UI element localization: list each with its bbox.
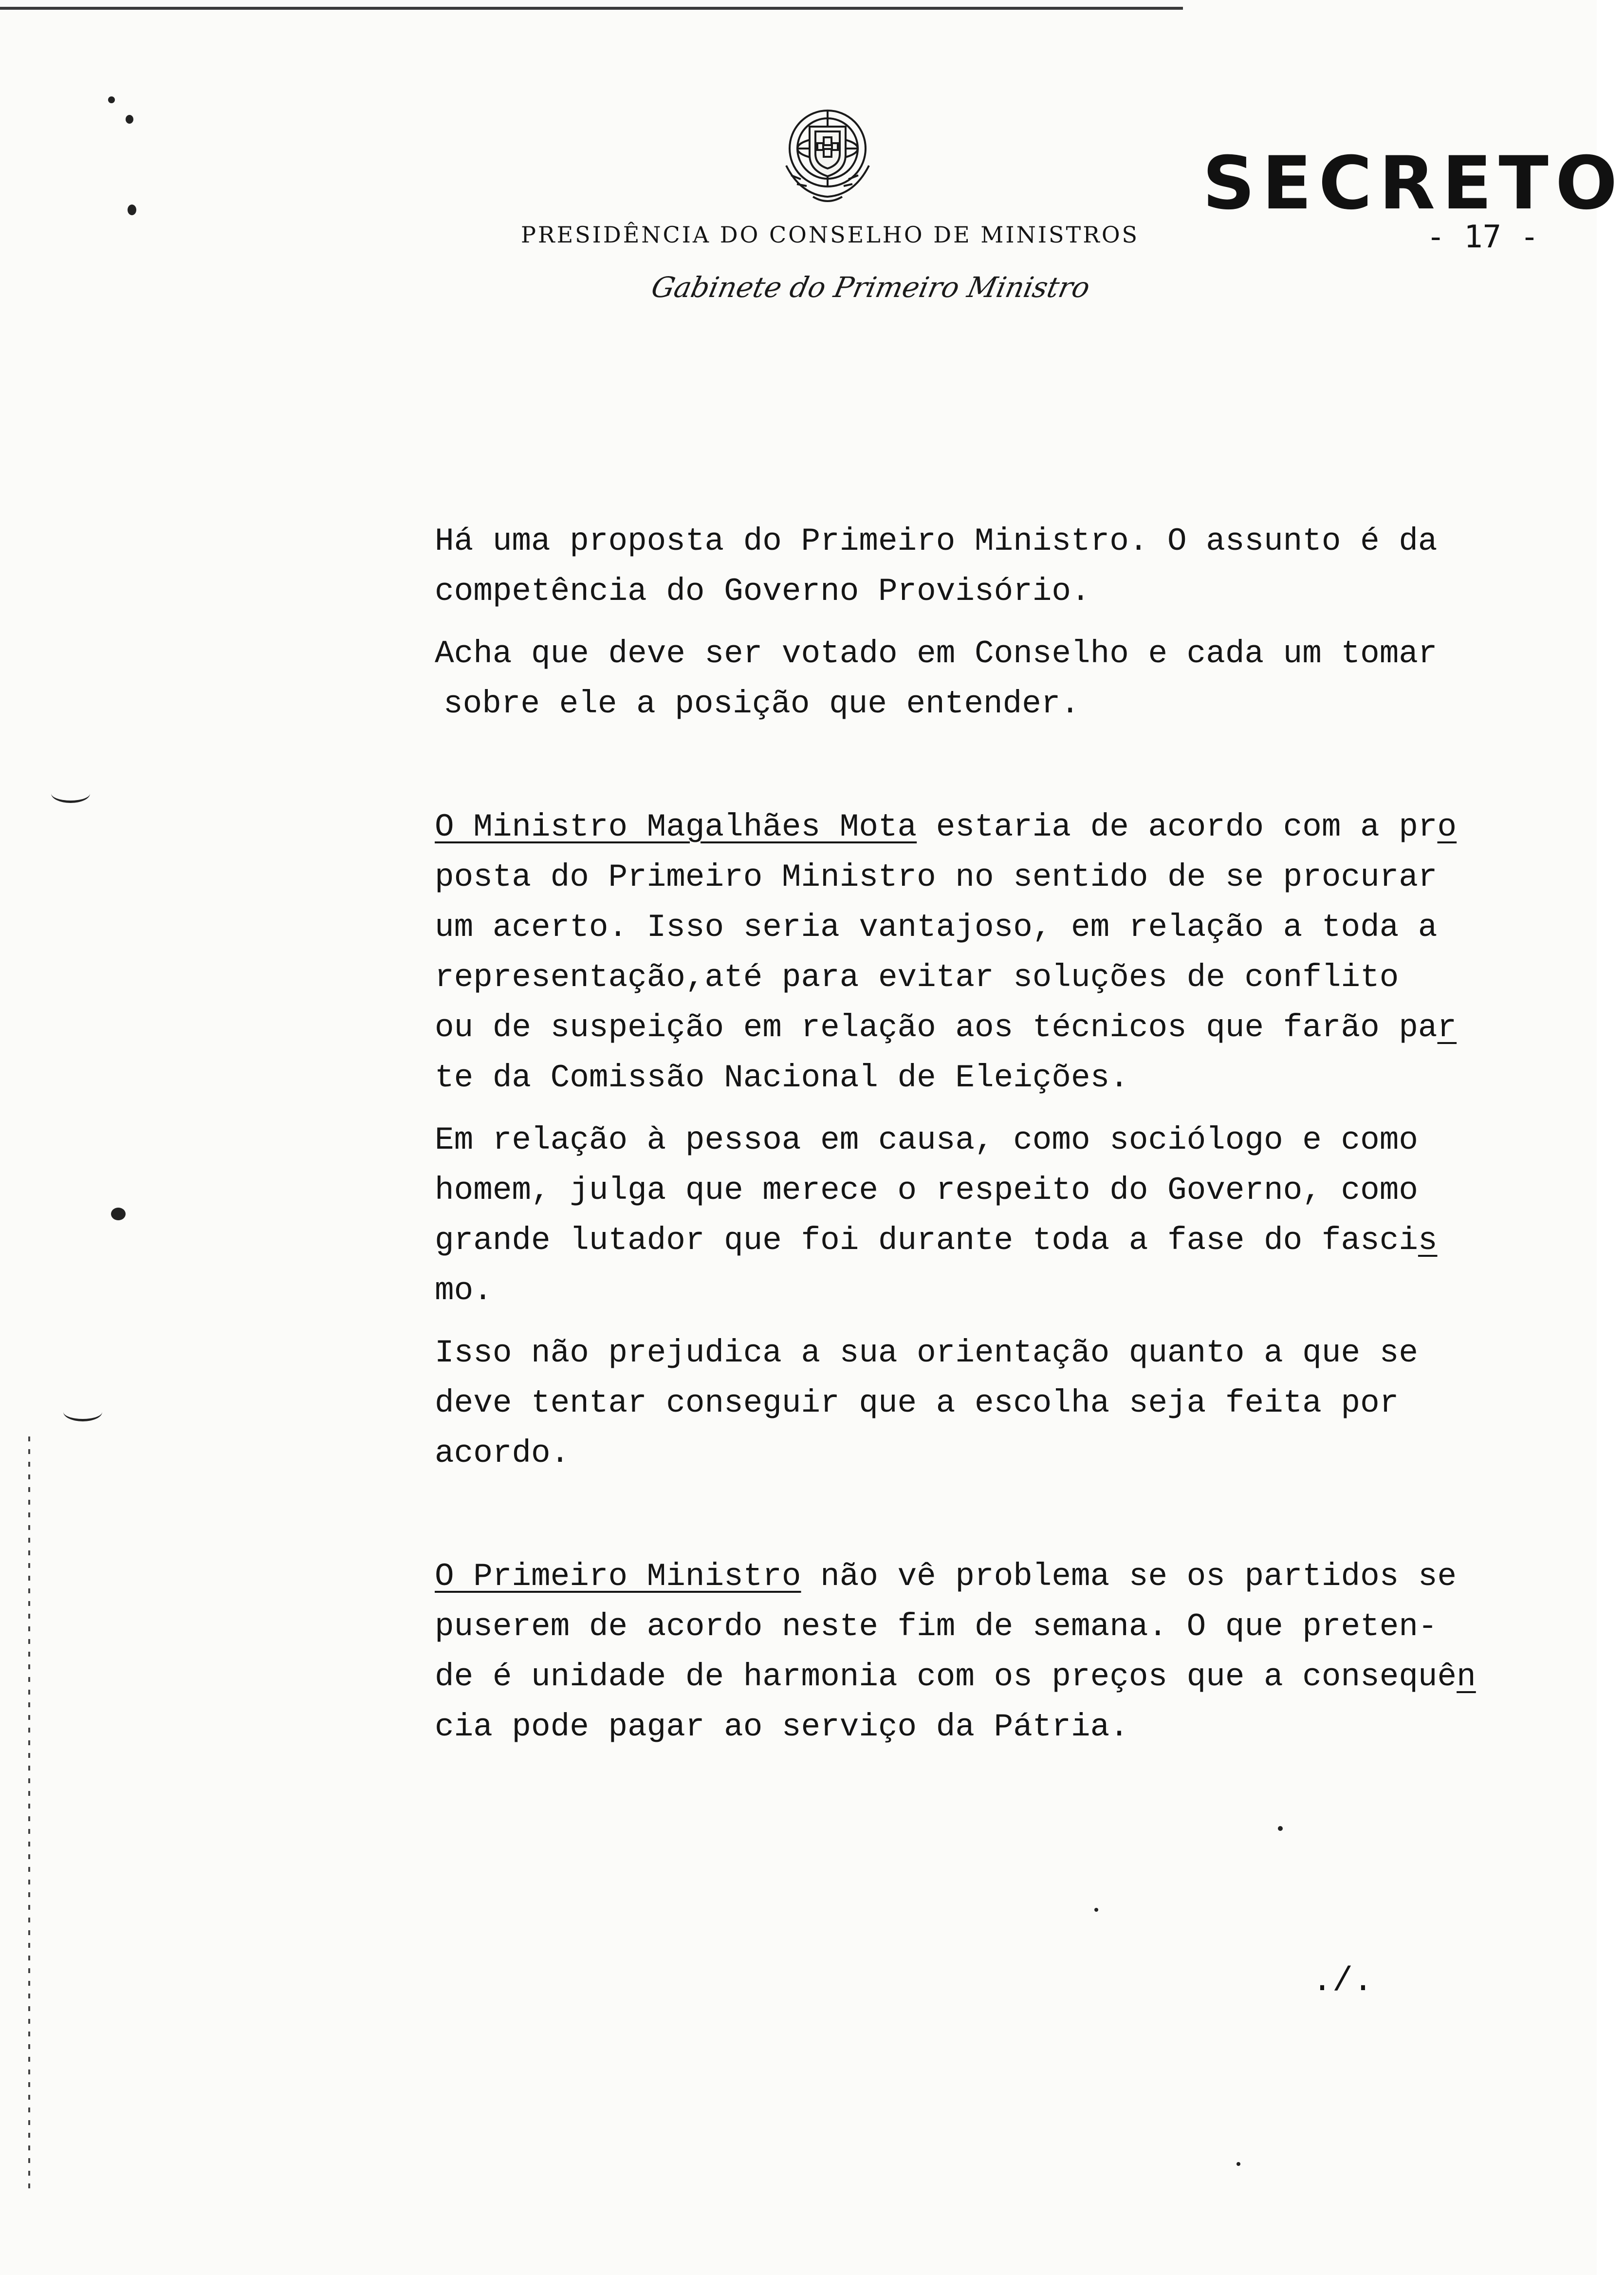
- text-line: te da Comissão Nacional de Eleições.: [435, 1060, 1129, 1096]
- hole-punch-speck: [111, 1208, 126, 1220]
- hole-punch-speck: [128, 205, 136, 215]
- paragraph: [435, 1328, 1535, 1478]
- text-line: posta do Primeiro Ministro no sentido de se procurar: [435, 859, 1438, 895]
- hole-punch-speck: [126, 115, 133, 124]
- text-line: sobre ele a posição que entender.: [443, 686, 1080, 722]
- margin-mark: [51, 784, 90, 803]
- speck: [1236, 2162, 1240, 2166]
- text-line: Em relação à pessoa em causa, como sociólogo e como: [435, 1122, 1418, 1158]
- text-line: de é unidade de harmonia com os preços que a consequên: [435, 1659, 1476, 1695]
- speaker-name: O Primeiro Ministro: [435, 1558, 801, 1595]
- text-line: acordo.: [435, 1435, 570, 1472]
- text-line: competência do Governo Provisório.: [435, 573, 1090, 610]
- coat-of-arms-emblem-icon: [772, 93, 884, 209]
- document-body: [435, 516, 1535, 1752]
- text-line: homem, julga que merece o respeito do Governo, como: [435, 1172, 1418, 1209]
- text-line: O Ministro Magalhães Mota estaria de acordo com a pro: [435, 809, 1457, 845]
- text-line: cia pode pagar ao serviço da Pátria.: [435, 1709, 1129, 1745]
- paragraph: [435, 1551, 1535, 1752]
- margin-mark: [63, 1402, 102, 1421]
- paragraph: [435, 802, 1535, 1103]
- cabinet-script-logo: [648, 263, 1093, 317]
- speck: [1278, 1826, 1283, 1831]
- paragraph: [435, 1115, 1535, 1316]
- text-line: Acha que deve ser votado em Conselho e cada um tomar: [435, 635, 1438, 672]
- text-line: ou de suspeição em relação aos técnicos que farão par: [435, 1009, 1457, 1046]
- classification-stamp: SECRETO: [1202, 141, 1624, 226]
- text-line: mo.: [435, 1272, 493, 1309]
- continuation-mark: ./.: [1312, 1962, 1374, 2001]
- text-line: grande lutador que foi durante toda a fase do fascis: [435, 1222, 1438, 1259]
- text-line: Isso não prejudica a sua orientação quanto a que se: [435, 1335, 1418, 1371]
- cabinet-script-text: Gabinete do Primeiro Ministro: [648, 271, 1093, 304]
- hole-punch-speck: [108, 96, 115, 103]
- speck: [1094, 1908, 1098, 1912]
- speaker-name: O Ministro Magalhães Mota: [435, 809, 917, 845]
- binder-margin-line: [28, 1436, 30, 2191]
- top-border-rule: [0, 7, 1183, 10]
- text-line: Há uma proposta do Primeiro Ministro. O assunto é da: [435, 523, 1438, 559]
- text-line: deve tentar conseguir que a escolha seja feita por: [435, 1385, 1399, 1421]
- letterhead-title: PRESIDÊNCIA DO CONSELHO DE MINISTROS: [521, 222, 1140, 248]
- paragraph: [435, 516, 1535, 616]
- text-line: O Primeiro Ministro não vê problema se os partidos se: [435, 1558, 1457, 1595]
- page-number: - 17 -: [1426, 219, 1539, 255]
- text-line: representação,até para evitar soluções de conflito: [435, 959, 1399, 996]
- paragraph: [435, 629, 1535, 729]
- text-line: um acerto. Isso seria vantajoso, em relação a toda a: [435, 909, 1438, 946]
- text-line: puserem de acordo neste fim de semana. O que preten-: [435, 1608, 1438, 1645]
